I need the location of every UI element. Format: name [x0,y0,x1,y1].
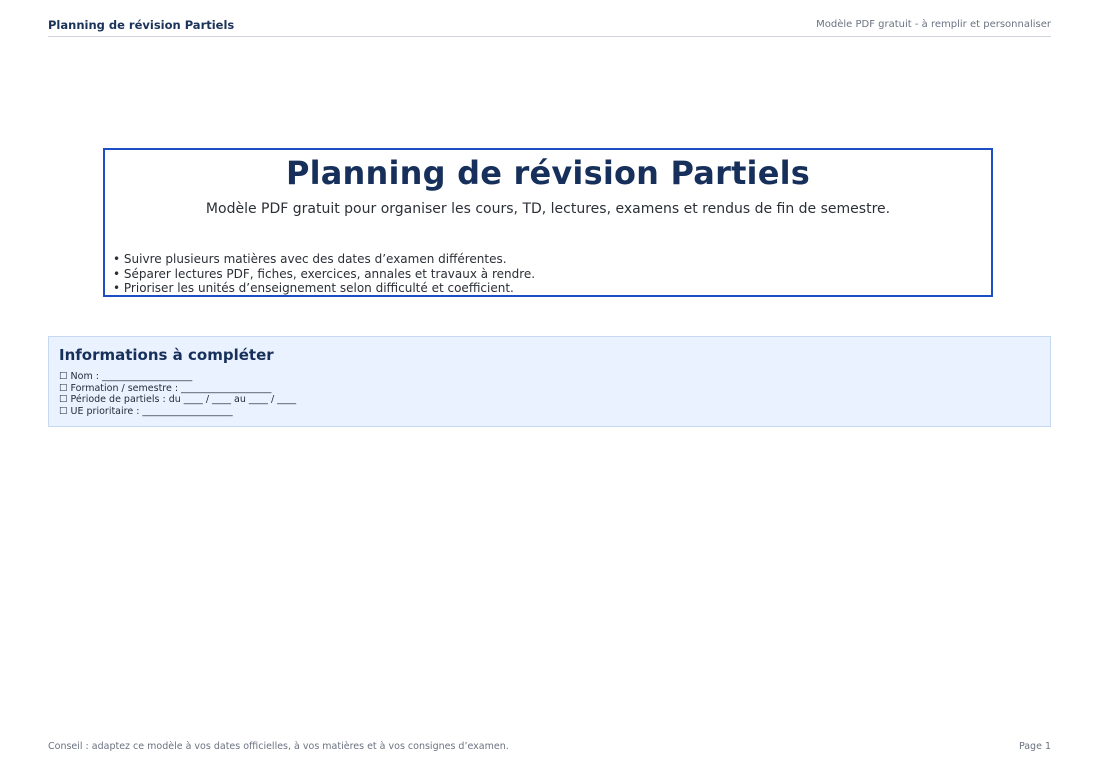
document-title: Planning de révision Partiels [285,154,811,192]
checklist-item-priority-ue: ☐ UE prioritaire : ___________________ [59,406,296,418]
feature-item: • Suivre plusieurs matières avec des dates d’examen différentes. [113,252,535,267]
checklist-item-name: ☐ Nom : ___________________ [59,371,296,383]
info-panel [48,336,1051,427]
checklist-item-exam-period: ☐ Période de partiels : du ____ / ____ au ____ / ____ [59,394,296,406]
header-subtitle: Modèle PDF gratuit - à remplir et personnaliser [816,19,1051,30]
feature-item: • Séparer lectures PDF, fiches, exercices, annales et travaux à rendre. [113,267,535,282]
feature-item: • Prioriser les unités d’enseignement selon difficulté et coefficient. [113,281,535,296]
page-header [48,18,1051,37]
info-panel-title: Informations à compléter [59,346,274,364]
page-number: Page 1 [1018,741,1051,752]
document-subtitle: Modèle PDF gratuit pour organiser les cours, TD, lectures, examens et rendus de fin de semestre. [205,201,891,217]
page-footer [48,741,1051,752]
info-checklist [59,371,296,418]
title-panel [103,148,993,297]
header-title: Planning de révision Partiels [48,18,235,32]
checklist-item-training: ☐ Formation / semestre : ___________________ [59,383,296,395]
footer-tip: Conseil : adaptez ce modèle à vos dates officielles, à vos matières et à vos consignes d’examen. [48,741,509,752]
feature-list [113,252,535,296]
